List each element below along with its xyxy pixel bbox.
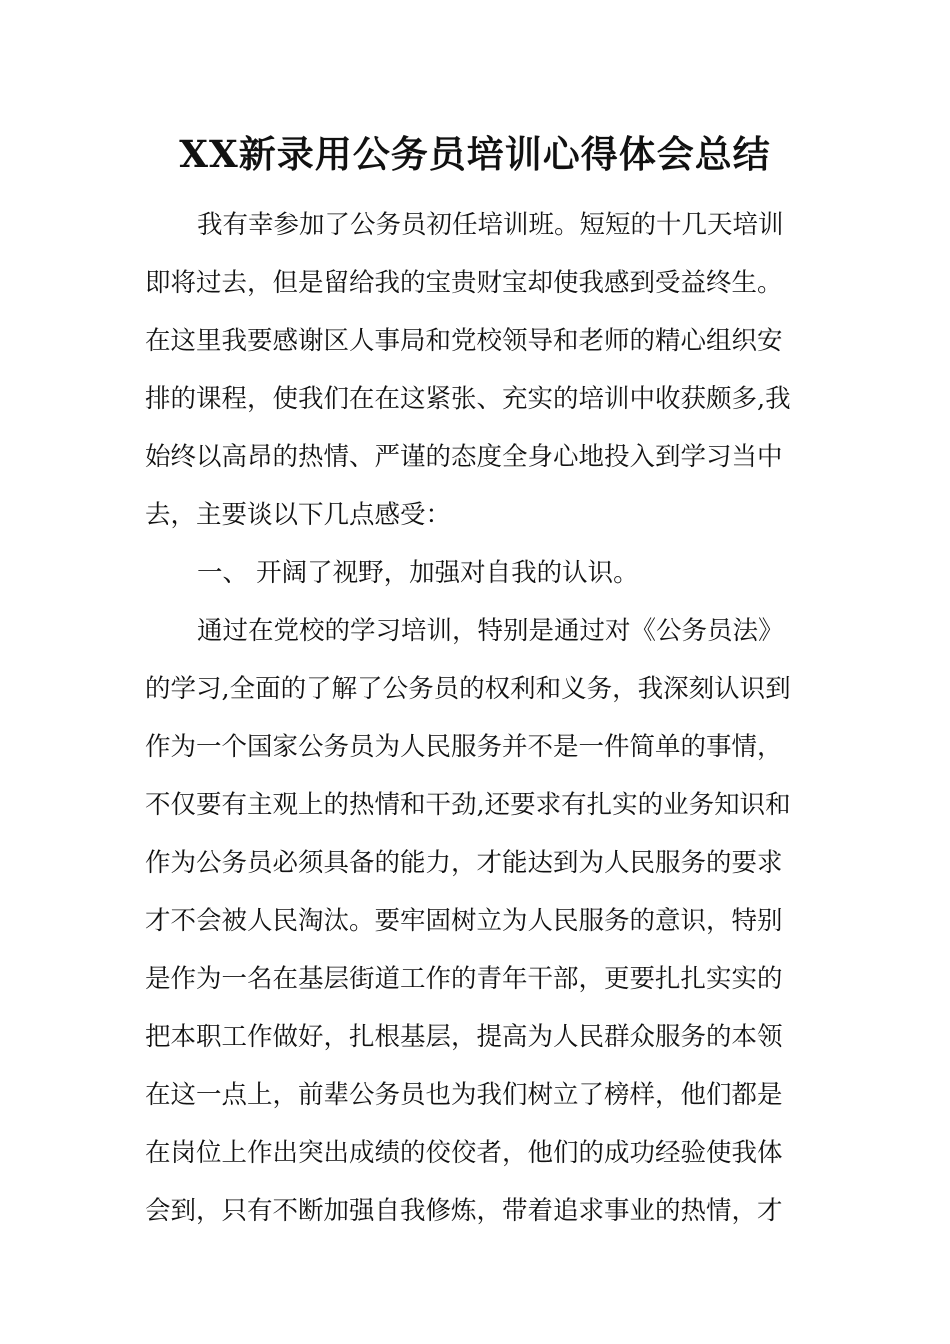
paragraph-2-line-4: 不仅要有主观上的热情和干劲,还要求有扎实的业务知识和 (145, 790, 791, 820)
paragraph-1-line-5: 始终以高昂的热情、严谨的态度全身心地投入到学习当中 (145, 442, 783, 472)
paragraph-2-line-5: 作为公务员必须具备的能力，才能达到为人民服务的要求 (145, 848, 783, 878)
paragraph-1-line-1: 我有幸参加了公务员初任培训班。短短的十几天培训 (197, 210, 784, 240)
document-title: XX新录用公务员培训心得体会总结 (179, 132, 771, 176)
paragraph-1-line-2: 即将过去，但是留给我的宝贵财宝却使我感到受益终生。 (145, 268, 783, 298)
section-heading-1: 一、 开阔了视野，加强对自我的认识。 (197, 558, 639, 588)
paragraph-1-line-3: 在这里我要感谢区人事局和党校领导和老师的精心组织安 (145, 326, 783, 356)
paragraph-2-line-11: 会到，只有不断加强自我修炼，带着追求事业的热情，才 (145, 1196, 783, 1226)
paragraph-2-line-8: 把本职工作做好，扎根基层，提高为人民群众服务的本领 (145, 1022, 783, 1052)
document-body (145, 196, 810, 1240)
paragraph-1-line-4: 排的课程，使我们在在这紧张、充实的培训中收获颇多,我 (145, 384, 791, 414)
paragraph-2-line-2: 的学习,全面的了解了公务员的权利和义务，我深刻认识到 (145, 674, 791, 704)
paragraph-2-line-7: 是作为一名在基层街道工作的青年干部，更要扎扎实实的 (145, 964, 783, 994)
paragraph-2-line-1: 通过在党校的学习培训，特别是通过对《公务员法》 (197, 616, 784, 646)
paragraph-2-line-3: 作为一个国家公务员为人民服务并不是一件简单的事情， (145, 732, 783, 762)
paragraph-2-line-10: 在岗位上作出突出成绩的佼佼者，他们的成功经验使我体 (145, 1138, 783, 1168)
paragraph-2-line-6: 才不会被人民淘汰。要牢固树立为人民服务的意识，特别 (145, 906, 783, 936)
paragraph-2-line-9: 在这一点上，前辈公务员也为我们树立了榜样，他们都是 (145, 1080, 783, 1110)
paragraph-1-line-6: 去，主要谈以下几点感受： (145, 500, 452, 530)
